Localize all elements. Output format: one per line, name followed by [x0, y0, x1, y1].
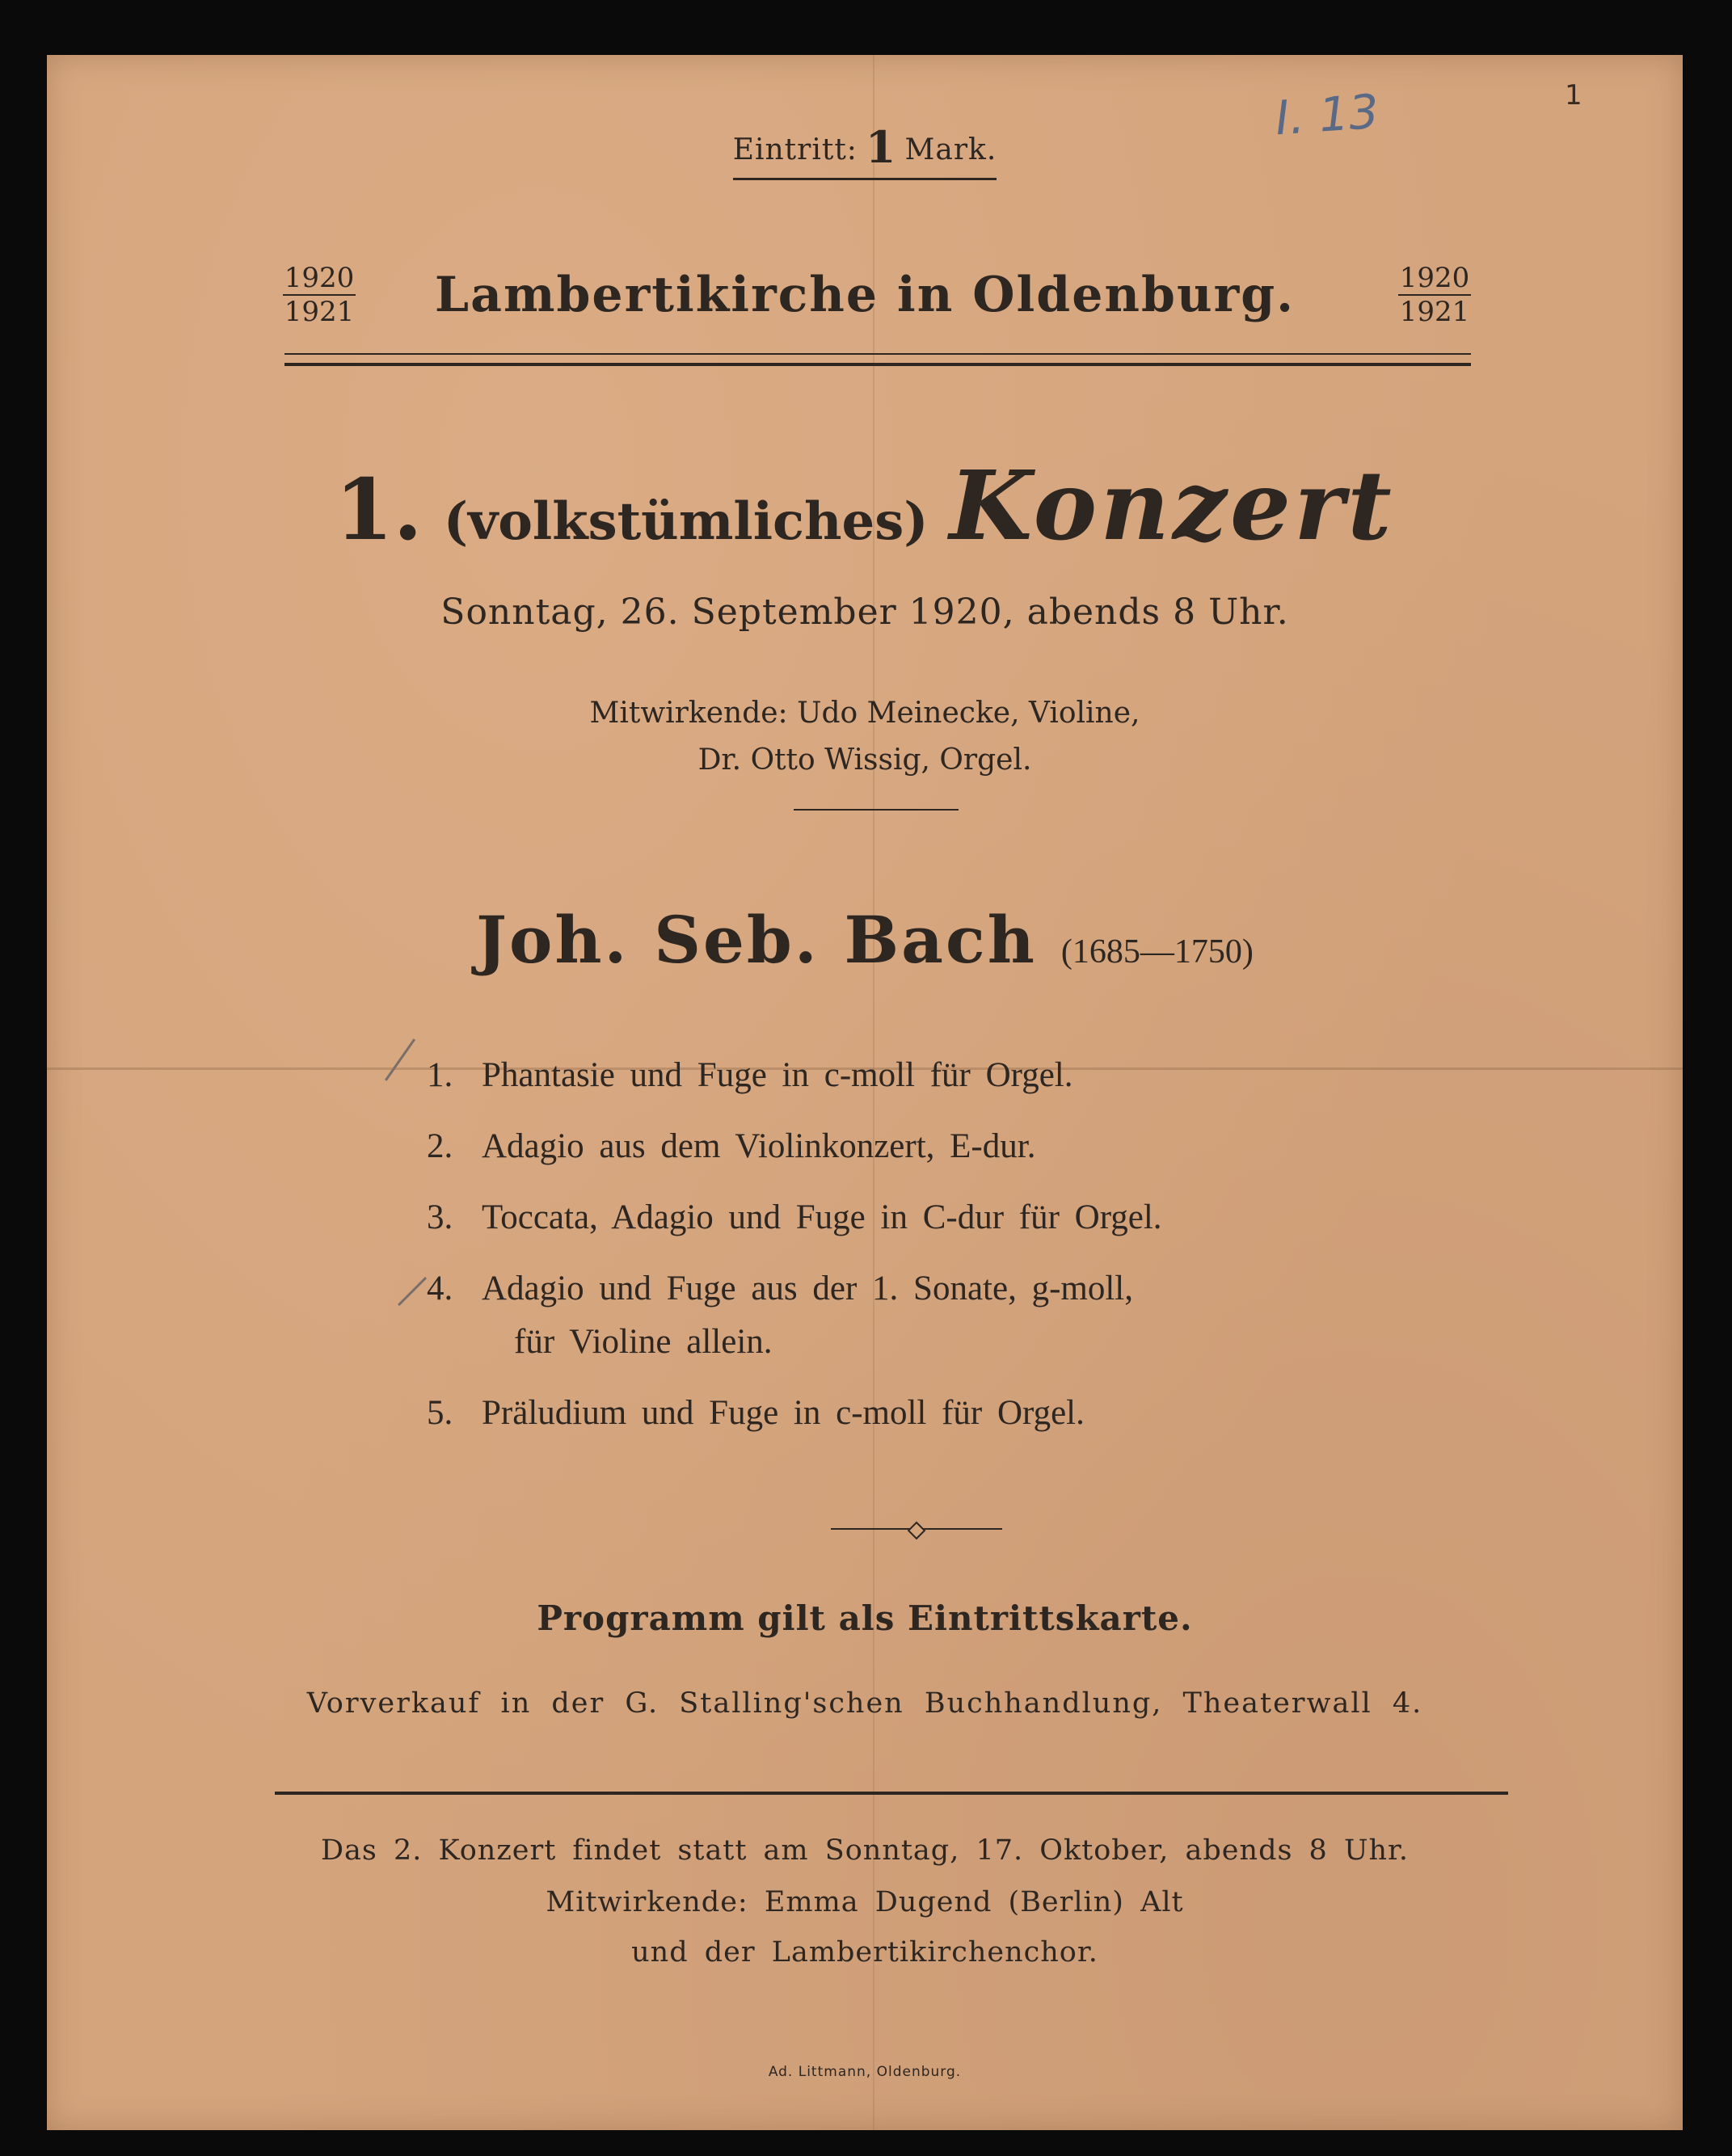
composer-name: Joh. Seb. Bach	[476, 902, 1037, 978]
composer-heading	[47, 902, 1683, 978]
concert-date: Sonntag, 26. September 1920, abends 8 Uhr.	[440, 592, 1289, 633]
program-item-continuation: für Violine allein.	[514, 1323, 773, 1361]
entry-unit: Mark.	[904, 133, 997, 166]
year-right-top: 1920	[1399, 262, 1470, 294]
program-item	[427, 1264, 1477, 1314]
church-heading: Lambertikirche in Oldenburg.	[434, 267, 1296, 323]
program-item	[427, 1193, 1477, 1243]
concert-program-sheet	[47, 55, 1683, 2130]
year-left-top: 1920	[284, 262, 355, 294]
pencil-tick-mark	[385, 1038, 415, 1081]
presale-info: Vorverkauf in der G. Stalling'schen Buchhandlung, Theaterwall 4.	[306, 1687, 1423, 1720]
program-item-number: 5.	[427, 1394, 453, 1432]
season-years-right	[1398, 262, 1471, 328]
program-item-text: Adagio aus dem Violinkonzert, E-dur.	[482, 1127, 1036, 1165]
page-number-mark: 1	[1565, 79, 1582, 112]
program-list	[427, 1051, 1477, 1459]
concert-main-title: Konzert	[949, 449, 1395, 562]
entry-label: Eintritt:	[732, 133, 858, 166]
program-item-text: Präludium und Fuge in c-moll für Orgel.	[482, 1394, 1085, 1432]
next-concert-line-3: und der Lambertikirchenchor.	[631, 1936, 1098, 1969]
program-item-number: 3.	[427, 1198, 453, 1236]
ticket-note: Programm gilt als Eintrittskarte.	[537, 1598, 1193, 1638]
program-item-number: 1.	[427, 1056, 453, 1094]
program-item	[427, 1051, 1477, 1101]
next-concert-line-1: Das 2. Konzert findet statt am Sonntag, 17. Oktober, abends 8 Uhr.	[320, 1834, 1410, 1867]
next-concert-line-2: Mitwirkende: Emma Dugend (Berlin) Alt	[546, 1886, 1184, 1918]
year-right-bottom: 1921	[1399, 296, 1470, 328]
footer-rule	[275, 1792, 1508, 1795]
program-item-number: 4.	[427, 1270, 453, 1307]
archive-handwritten-mark: I. 13	[1273, 83, 1380, 146]
composer-dates: (1685—1750)	[1060, 933, 1254, 971]
concert-title	[47, 449, 1683, 562]
program-item-number: 2.	[427, 1127, 453, 1165]
ornamental-divider	[831, 1522, 1002, 1535]
pencil-tick-mark	[398, 1277, 427, 1306]
performers-line-1: Mitwirkende: Udo Meinecke, Violine,	[589, 697, 1140, 730]
program-item	[427, 1122, 1477, 1172]
program-item-text: Adagio und Fuge aus der 1. Sonate, g-moll,	[482, 1270, 1134, 1307]
header-double-rule	[284, 353, 1471, 366]
year-left-bottom: 1921	[284, 296, 355, 328]
entry-price	[47, 121, 1683, 180]
entry-amount: 1	[865, 121, 897, 173]
program-item	[427, 1388, 1477, 1438]
program-item-text: Phantasie und Fuge in c-moll für Orgel.	[482, 1056, 1073, 1094]
printer-imprint: Ad. Littmann, Oldenburg.	[768, 2064, 962, 2080]
section-divider	[794, 809, 959, 811]
concert-subtitle: (volkstümliches)	[443, 491, 929, 552]
performers-line-2: Dr. Otto Wissig, Orgel.	[697, 743, 1032, 777]
program-item-text: Toccata, Adagio und Fuge in C-dur für Orgel.	[482, 1198, 1162, 1236]
concert-number: 1.	[335, 460, 423, 559]
